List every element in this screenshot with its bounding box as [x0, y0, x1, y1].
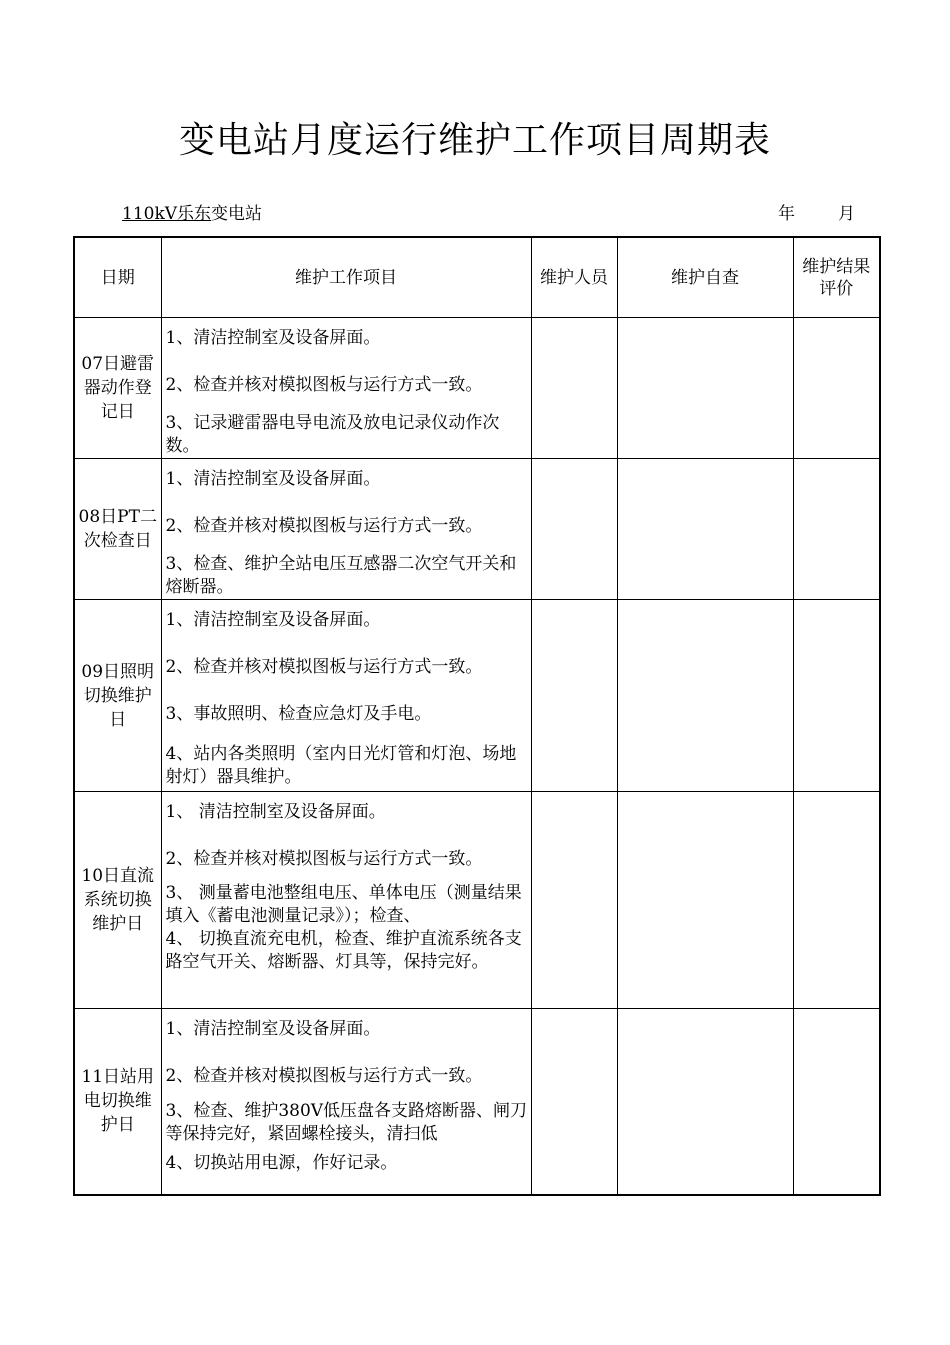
- table-row: [74, 318, 880, 459]
- header-result: 维护结果评价: [793, 237, 880, 318]
- row-result-cell[interactable]: [793, 318, 880, 459]
- row-result-cell[interactable]: [793, 600, 880, 792]
- header-date: 日期: [74, 237, 161, 318]
- row-date: 10日直流系统切换维护日: [74, 792, 161, 1009]
- header-self-check: 维护自查: [617, 237, 793, 318]
- row-self-check-cell[interactable]: [617, 318, 793, 459]
- table-row: [74, 600, 880, 792]
- year-label: 年: [778, 204, 795, 224]
- row-items: 1、清洁控制室及设备屏面。 2、检查并核对模拟图板与运行方式一致。 3、事故照明、检查应急灯及手电。 4、站内各类照明（室内日光灯管和灯泡、场地射灯）器具维护。: [161, 600, 531, 792]
- station-name: [122, 199, 262, 224]
- row-date: 07日避雷器动作登记日: [74, 318, 161, 459]
- table-header-row: [74, 237, 880, 318]
- header-personnel: 维护人员: [531, 237, 617, 318]
- row-self-check-cell[interactable]: [617, 459, 793, 600]
- row-date: 09日照明切换维护日: [74, 600, 161, 792]
- page-title: 变电站月度运行维护工作项目周期表: [178, 120, 771, 161]
- row-result-cell[interactable]: [793, 1009, 880, 1195]
- row-items: 1、清洁控制室及设备屏面。 2、检查并核对模拟图板与运行方式一致。 3、记录避雷器电导电流及放电记录仪动作次数。: [161, 318, 531, 459]
- row-items: 1、 清洁控制室及设备屏面。 2、检查并核对模拟图板与运行方式一致。 3、 测量蓄电池整组电压、单体电压（测量结果填入《蓄电池测量记录》）；检查、 4、 切换直流充电机，检查、维护直流系统各支路空气开关、熔断器、灯具等，保持完好。: [161, 792, 531, 1009]
- row-self-check-cell[interactable]: [617, 792, 793, 1009]
- table-row: [74, 792, 880, 1009]
- station-name-underlined: 110kV乐东: [122, 204, 212, 224]
- row-date: 08日PT二次检查日: [74, 459, 161, 600]
- row-personnel-cell[interactable]: [531, 318, 617, 459]
- row-date: 11日站用电切换维护日: [74, 1009, 161, 1195]
- maintenance-table: [73, 236, 881, 1196]
- row-items: 1、清洁控制室及设备屏面。 2、检查并核对模拟图板与运行方式一致。 3、检查、维护380V低压盘各支路熔断器、闸刀等保持完好，紧固螺栓接头，清扫低 4、切换站用电源，作好记录。: [161, 1009, 531, 1195]
- month-label: 月: [838, 204, 855, 224]
- row-self-check-cell[interactable]: [617, 600, 793, 792]
- station-name-suffix: 变电站: [211, 204, 263, 224]
- row-personnel-cell[interactable]: [531, 459, 617, 600]
- table-row: [74, 1009, 880, 1195]
- row-items: 1、清洁控制室及设备屏面。 2、检查并核对模拟图板与运行方式一致。 3、检查、维护全站电压互感器二次空气开关和熔断器。: [161, 459, 531, 600]
- row-self-check-cell[interactable]: [617, 1009, 793, 1195]
- row-result-cell[interactable]: [793, 459, 880, 600]
- row-result-cell[interactable]: [793, 792, 880, 1009]
- row-personnel-cell[interactable]: [531, 600, 617, 792]
- table-row: [74, 459, 880, 600]
- header-work-items: 维护工作项目: [161, 237, 531, 318]
- row-personnel-cell[interactable]: [531, 792, 617, 1009]
- row-personnel-cell[interactable]: [531, 1009, 617, 1195]
